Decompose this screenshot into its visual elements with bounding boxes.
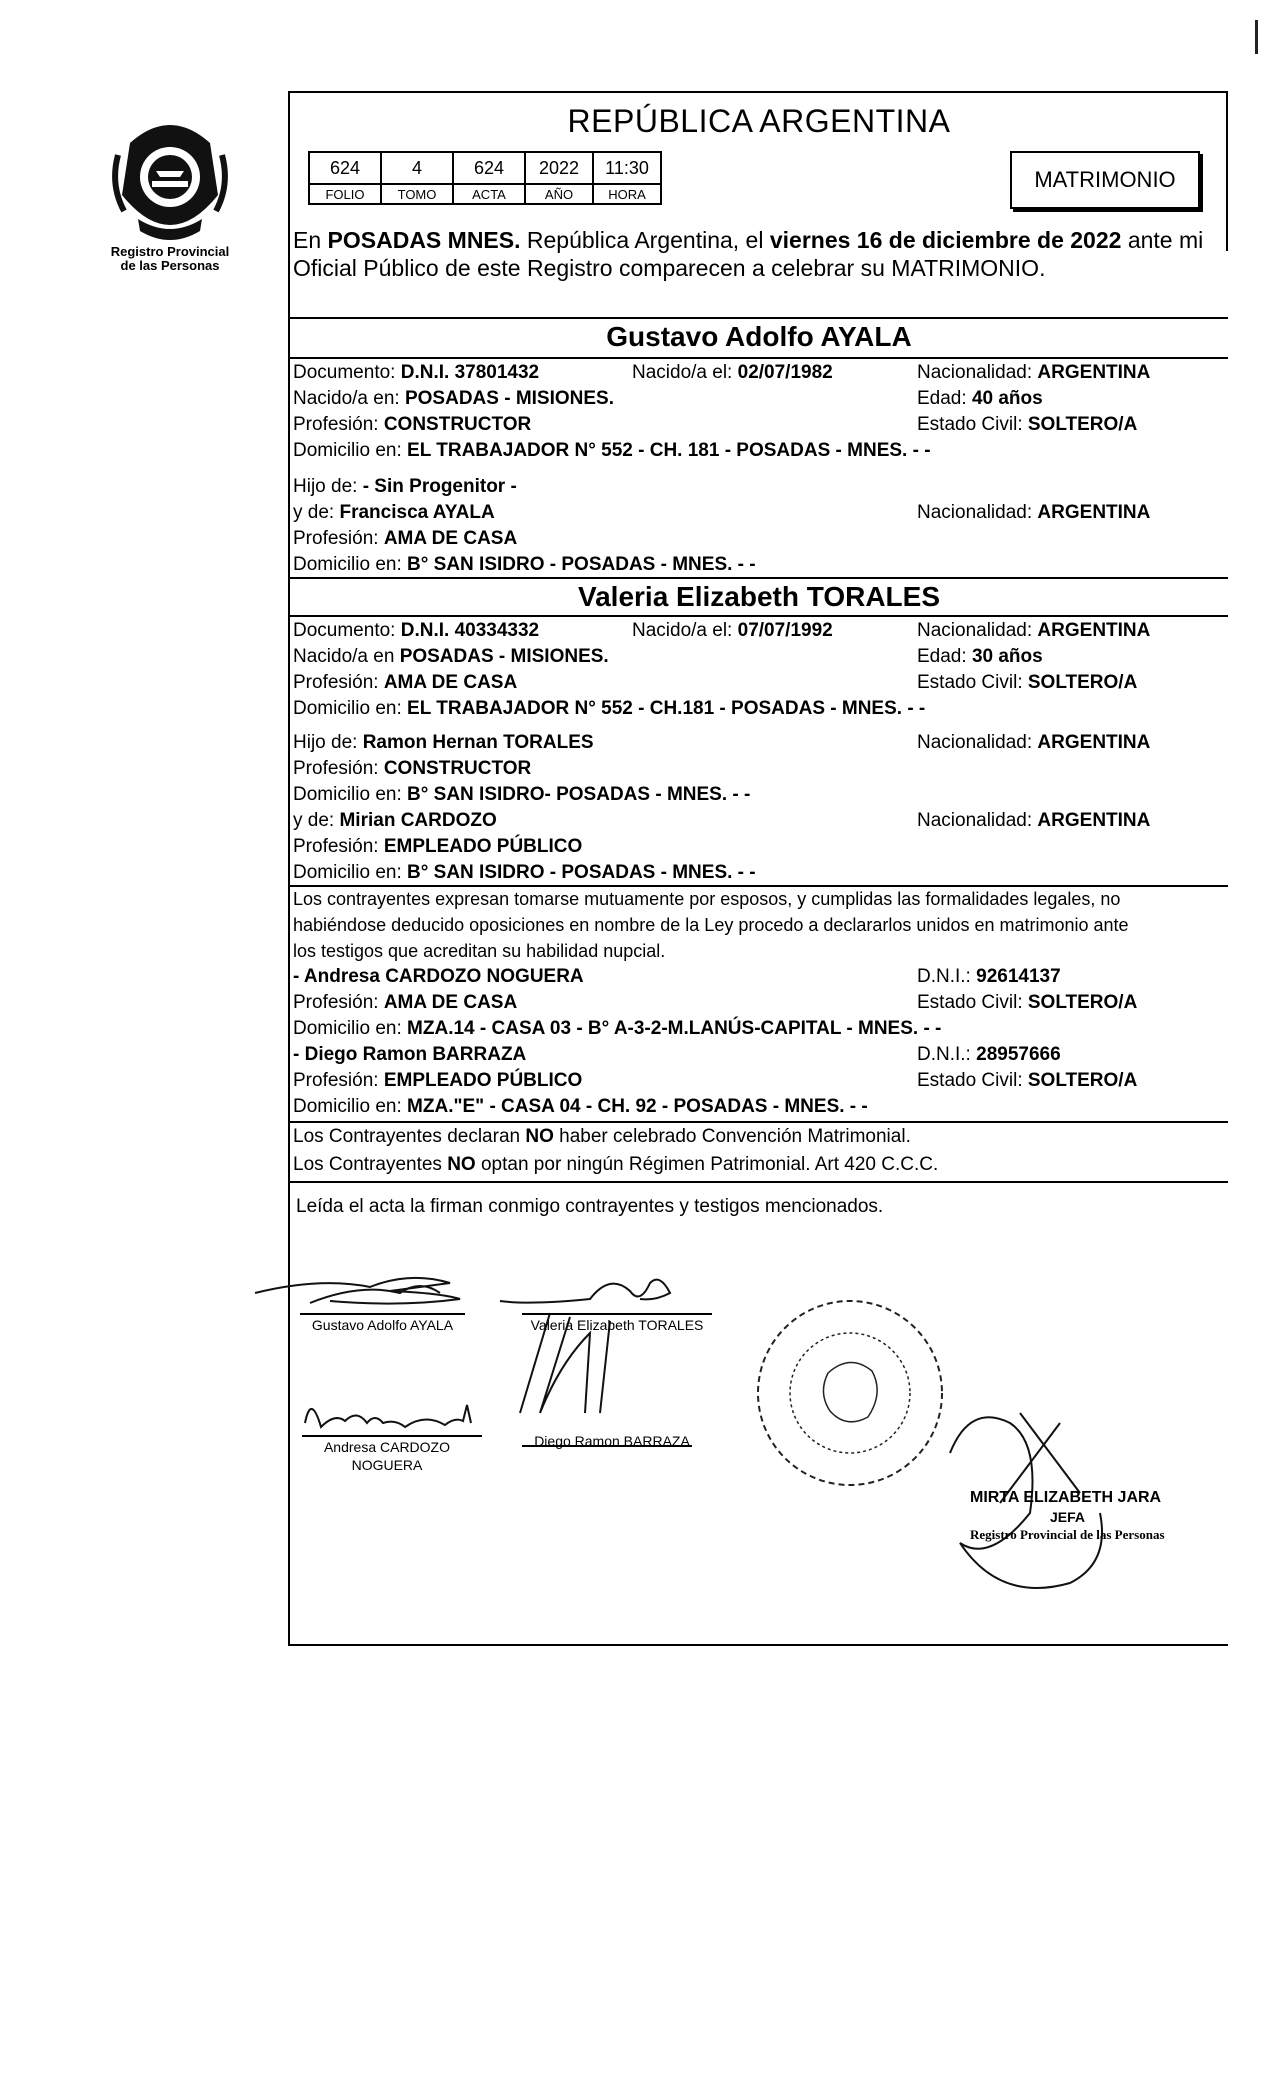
witness1-civil-status: Estado Civil: SOLTERO/A — [917, 992, 1138, 1013]
witness2-address: Domicilio en: MZA."E" - CASA 04 - CH. 92 - POSADAS - MNES. - - — [293, 1096, 868, 1117]
spouse1-name: Gustavo Adolfo AYALA — [606, 321, 912, 352]
spouse1-parent1: Hijo de: - Sin Progenitor - — [293, 476, 517, 497]
witness1-address: Domicilio en: MZA.14 - CASA 03 - B° A-3-2-M.LANÚS-CAPITAL - MNES. - - — [293, 1018, 942, 1039]
signature-label-spouse2: Valeria Elizabeth TORALES — [530, 1317, 704, 1333]
page-edge-mark — [1255, 20, 1258, 54]
signature-line — [522, 1313, 712, 1315]
spouse2-birthdate: Nacido/a el: 07/07/1992 — [632, 620, 833, 641]
spouse1-civil-status: Estado Civil: SOLTERO/A — [917, 414, 1138, 435]
regime-line-1: Los Contrayentes declaran NO haber celebrado Convención Matrimonial. — [293, 1126, 911, 1147]
province-seal-icon — [108, 115, 232, 245]
spouse1-nationality: Nacionalidad: ARGENTINA — [917, 362, 1151, 383]
official-name: MIRTA ELIZABETH JARA — [970, 1489, 1162, 1506]
divider — [290, 615, 1228, 617]
registry-logo — [108, 115, 232, 295]
spouse1-parent2-address: Domicilio en: B° SAN ISIDRO - POSADAS - MNES. - - — [293, 554, 756, 575]
spouse1-profession: Profesión: CONSTRUCTOR — [293, 414, 532, 435]
intro-line-2: Oficial Público de este Registro comparecen a celebrar su MATRIMONIO. — [293, 255, 1046, 281]
official-office: Registro Provincial de las Personas — [970, 1527, 1165, 1542]
certificate-frame — [288, 91, 1228, 1646]
witness1-name: - Andresa CARDOZO NOGUERA — [293, 966, 584, 987]
divider — [290, 357, 1228, 359]
hora-value: 11:30 — [593, 152, 661, 184]
signature-label-witness1-line1: Andresa CARDOZO — [323, 1439, 451, 1455]
signature-label-spouse1: Gustavo Adolfo AYALA — [311, 1317, 454, 1333]
divider — [290, 1181, 1228, 1183]
spouse2-name: Valeria Elizabeth TORALES — [577, 581, 941, 612]
spouse2-parent2-nationality: Nacionalidad: ARGENTINA — [917, 810, 1151, 831]
declaration-line-1: Los contrayentes expresan tomarse mutuamente por esposos, y cumplidas las formalidades legales, no — [293, 889, 1121, 909]
witness2-dni: D.N.I.: 28957666 — [917, 1044, 1061, 1065]
spouse2-nationality: Nacionalidad: ARGENTINA — [917, 620, 1151, 641]
spouse1-parent2: y de: Francisca AYALA — [293, 502, 495, 523]
spouse2-parent1-nationality: Nacionalidad: ARGENTINA — [917, 732, 1151, 753]
official-stamp — [750, 1293, 950, 1493]
spouse2-birthplace: Nacido/a en POSADAS - MISIONES. — [293, 646, 609, 667]
spouse1-address: Domicilio en: EL TRABAJADOR N° 552 - CH. 181 - POSADAS - MNES. - - — [293, 440, 931, 461]
registry-number-table — [308, 151, 662, 205]
document-type-box: MATRIMONIO — [1010, 151, 1200, 209]
signature-line — [302, 1435, 482, 1437]
official-role: JEFA — [1050, 1509, 1086, 1525]
spouse2-parent1-address: Domicilio en: B° SAN ISIDRO- POSADAS - MNES. - - — [293, 784, 751, 805]
spouse1-birthplace: Nacido/a en: POSADAS - MISIONES. — [293, 388, 614, 409]
spouse2-profession: Profesión: AMA DE CASA — [293, 672, 518, 693]
spouse2-parent2-address: Domicilio en: B° SAN ISIDRO - POSADAS - MNES. - - — [293, 862, 756, 883]
spouse1-document: Documento: D.N.I. 37801432 — [293, 362, 540, 383]
spouse2-parent2-profession: Profesión: EMPLEADO PÚBLICO — [293, 836, 583, 857]
witness1-profession: Profesión: AMA DE CASA — [293, 992, 518, 1013]
divider — [290, 1121, 1228, 1123]
witness1-dni: D.N.I.: 92614137 — [917, 966, 1061, 987]
spouse2-parent2: y de: Mirian CARDOZO — [293, 810, 497, 831]
declaration-line-2: habiéndose deducido oposiciones en nombre de la Ley procedo a declararlos unidos en matrimonio ante — [293, 915, 1129, 935]
declaration-line-3: los testigos que acreditan su habilidad nupcial. — [293, 941, 666, 961]
logo-caption-line2: de las Personas — [120, 258, 220, 273]
logo-caption-line1: Registro Provincial — [110, 244, 230, 259]
spouse1-birthdate: Nacido/a el: 02/07/1982 — [632, 362, 833, 383]
acta-label: ACTA — [453, 184, 525, 204]
spouse2-civil-status: Estado Civil: SOLTERO/A — [917, 672, 1138, 693]
spouse2-age: Edad: 30 años — [917, 646, 1043, 667]
spouse2-parent1: Hijo de: Ramon Hernan TORALES — [293, 732, 594, 753]
signature-label-witness2: Diego Ramon BARRAZA — [534, 1433, 690, 1449]
witness2-name: - Diego Ramon BARRAZA — [293, 1044, 527, 1065]
signature-spouse2 — [490, 1243, 710, 1423]
signature-witness1 — [295, 1383, 495, 1443]
closing-text: Leída el acta la firman conmigo contrayentes y testigos mencionados. — [296, 1196, 884, 1217]
witness2-civil-status: Estado Civil: SOLTERO/A — [917, 1070, 1138, 1091]
divider — [290, 317, 1228, 319]
tomo-value: 4 — [381, 152, 453, 184]
divider — [290, 577, 1228, 579]
ano-value: 2022 — [525, 152, 593, 184]
signature-line — [300, 1313, 465, 1315]
folio-value: 624 — [309, 152, 381, 184]
folio-label: FOLIO — [309, 184, 381, 204]
regime-line-2: Los Contrayentes NO optan por ningún Régimen Patrimonial. Art 420 C.C.C. — [293, 1154, 939, 1175]
witness2-profession: Profesión: EMPLEADO PÚBLICO — [293, 1070, 583, 1091]
acta-value: 624 — [453, 152, 525, 184]
spouse2-parent1-profession: Profesión: CONSTRUCTOR — [293, 758, 532, 779]
page-title: REPÚBLICA ARGENTINA — [567, 103, 951, 139]
spouse1-parent2-nationality: Nacionalidad: ARGENTINA — [917, 502, 1151, 523]
spouse2-address: Domicilio en: EL TRABAJADOR N° 552 - CH.181 - POSADAS - MNES. - - — [293, 698, 926, 719]
spouse1-age: Edad: 40 años — [917, 388, 1043, 409]
spouse1-parent2-profession: Profesión: AMA DE CASA — [293, 528, 518, 549]
hora-label: HORA — [593, 184, 661, 204]
tomo-label: TOMO — [381, 184, 453, 204]
spouse2-document: Documento: D.N.I. 40334332 — [293, 620, 540, 641]
ano-label: AÑO — [525, 184, 593, 204]
intro-line-1: En POSADAS MNES. República Argentina, el viernes 16 de diciembre de 2022 ante mi — [293, 227, 1204, 253]
signature-label-witness1-line2: NOGUERA — [351, 1457, 423, 1473]
